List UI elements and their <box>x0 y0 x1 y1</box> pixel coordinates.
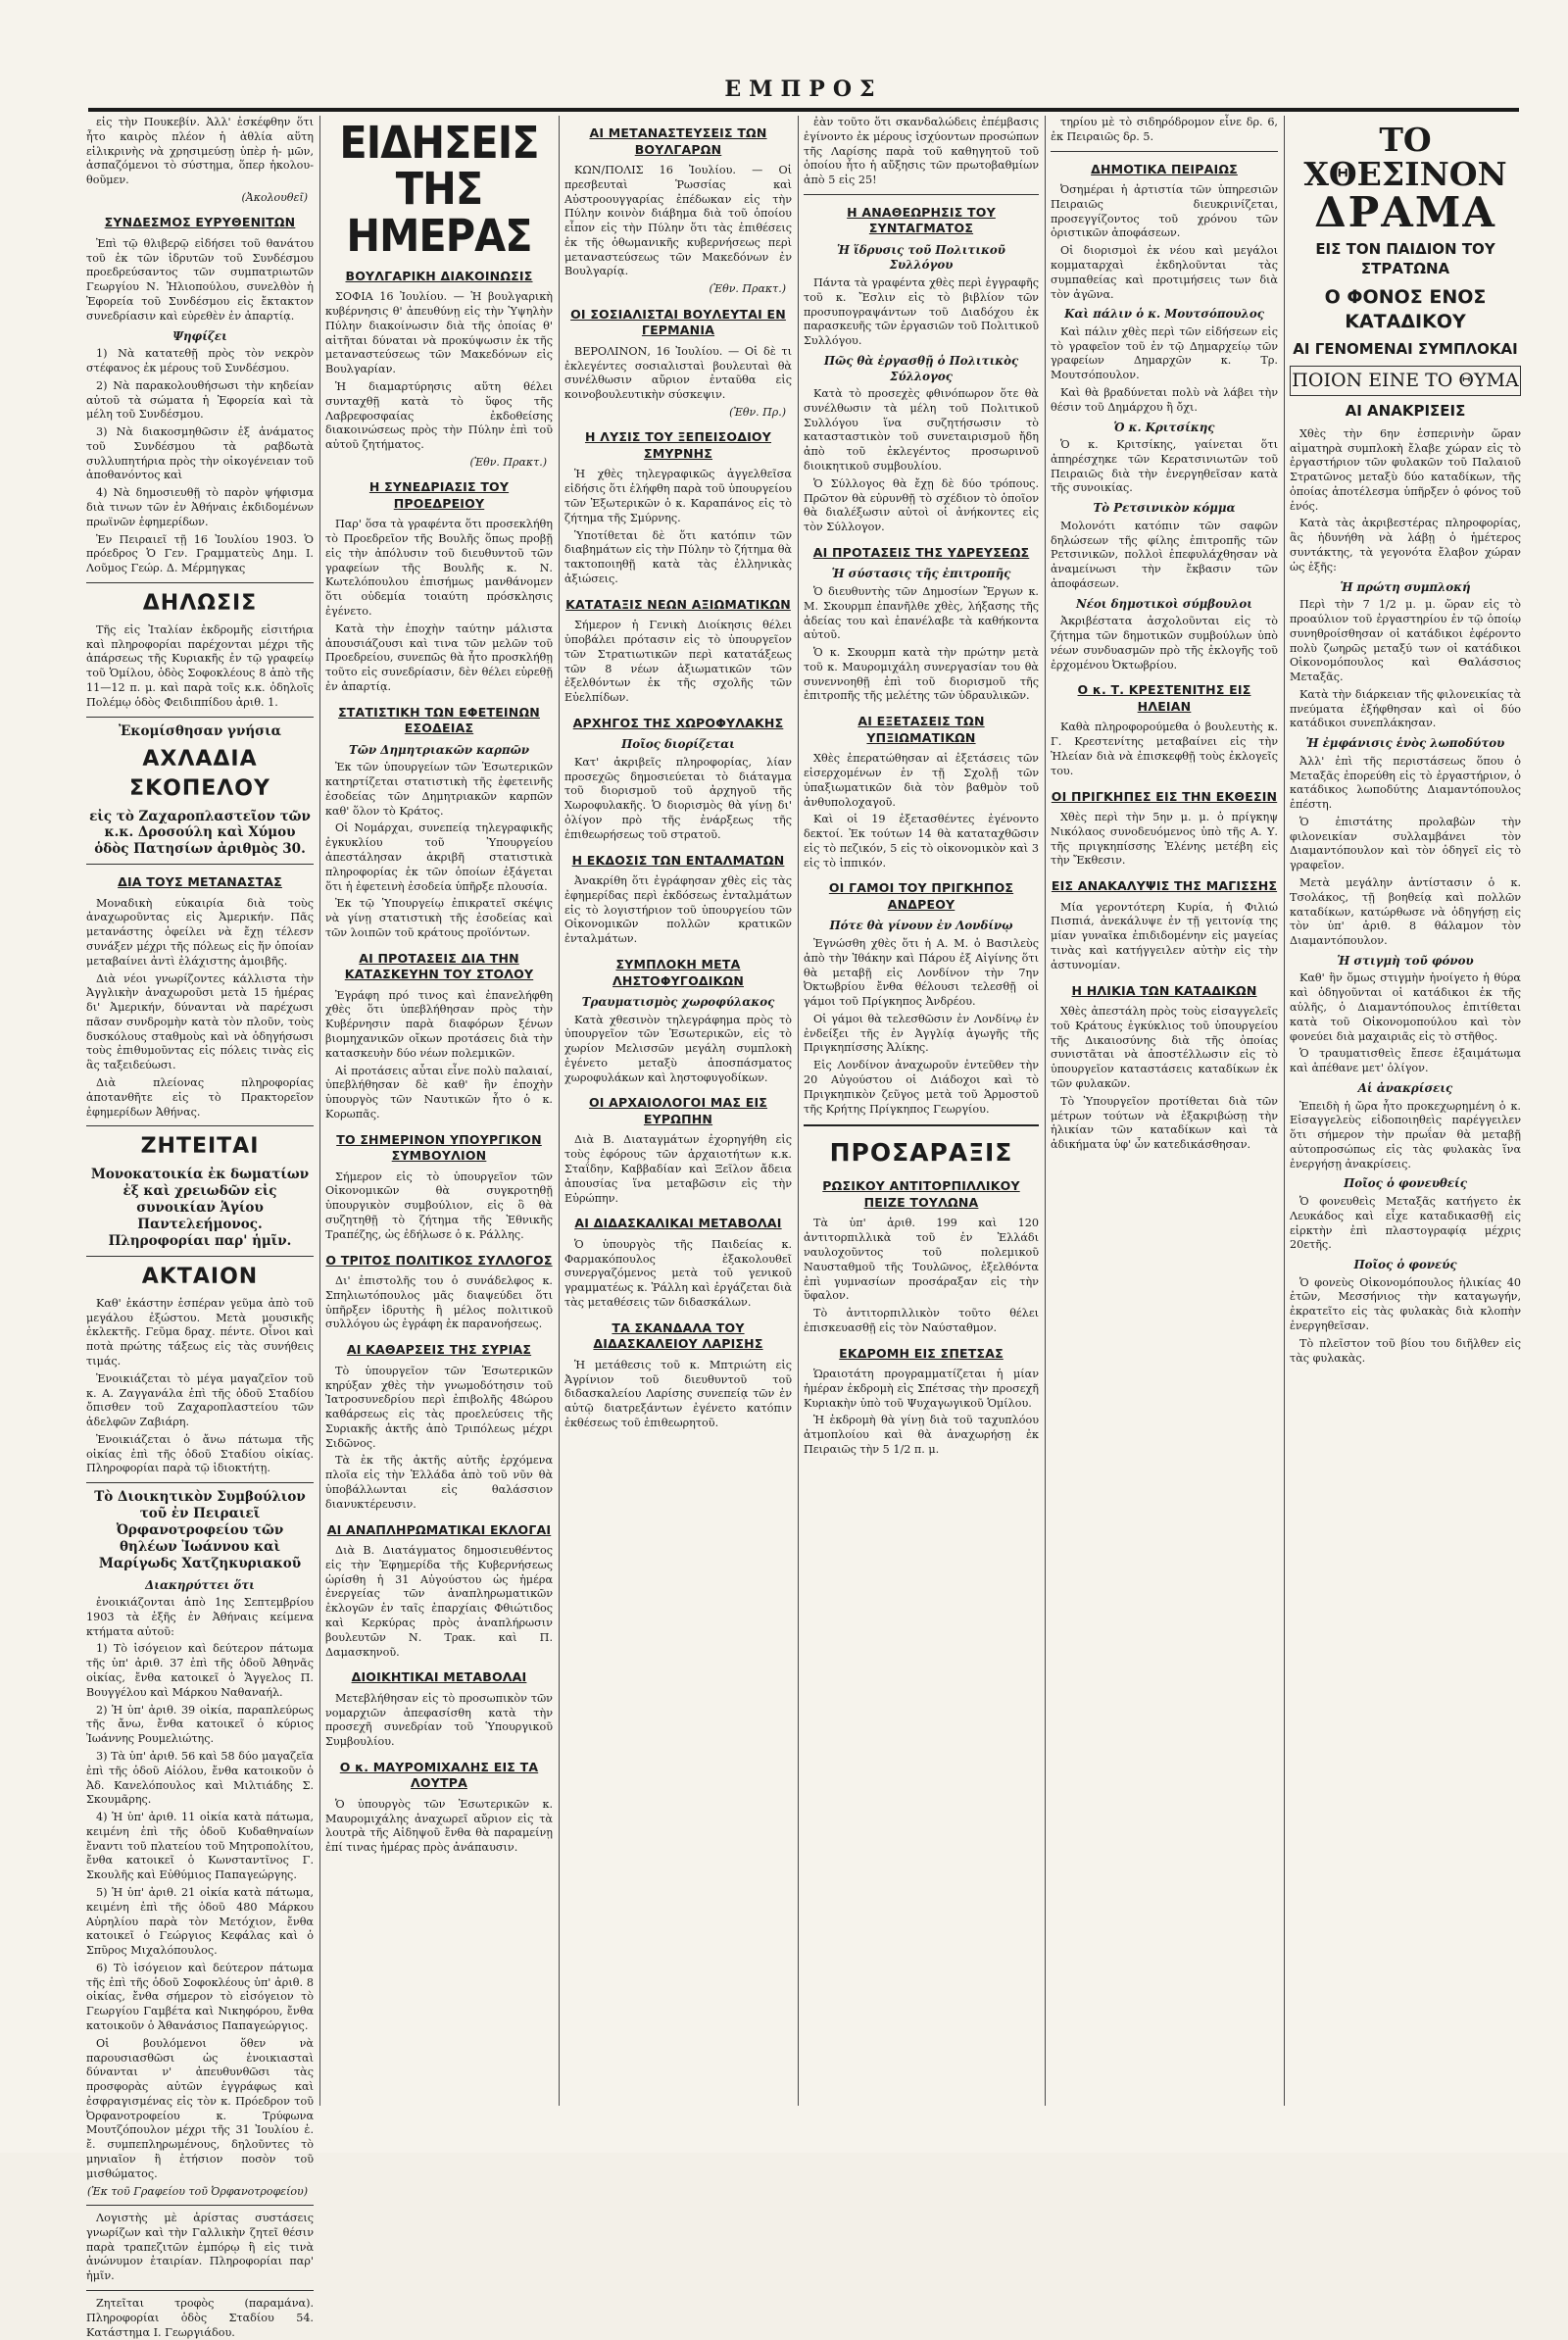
paragraph: Κατὰ τὸ προσεχὲς φθινόπωρον ὅτε θὰ συνέλθωσιν τὰ μέλη τοῦ Πολιτικοῦ Συλλόγου ἵνα συζητήσωσιν τὸ κατασταστικὸν τοῦ συνεταιρισμοῦ ἤδη ἀπὸ τοῦ ἐκλεγέντος προσωρινοῦ διοικητικοῦ συμβουλίου. <box>804 387 1039 473</box>
paragraph: Ὁ ὑπουργὸς τῆς Παιδείας κ. Φαρμακόπουλος ἐξακολουθεῖ συνεργαζόμενος μετὰ τοῦ γενικοῦ γραμματέως κ. Ῥάλλη καὶ ἐργάζεται διὰ τὰς μεταθέσεις τῶν διδασκάλων. <box>564 1237 792 1309</box>
paragraph: Κατὰ τὰς ἀκριβεστέρας πληροφορίας, ἃς ἠδυνήθη νὰ λάβῃ ὁ ἡμέτερος συντάκτης, τὰ γεγονότα ἔλαβον χώραν ὡς ἑξῆς: <box>1290 517 1521 573</box>
section-headline: ΑΙ ΠΡΟΤΑΣΕΙΣ ΔΙΑ ΤΗΝ ΚΑΤΑΣΚΕΥΗΝ ΤΟΥ ΣΤΟΛΟΥ <box>344 950 534 982</box>
column-2 <box>325 116 553 2106</box>
divider-rule <box>86 717 314 718</box>
paragraph: Διὰ πλείονας πληροφορίας ἀποτανθῆτε εἰς τὸ Πρακτορεῖον ἐφημερίδων Ἀθήνας. <box>86 1076 314 1119</box>
paragraph: Κατὰ τὴν διάρκειαν τῆς φιλονεικίας τὰ πνεύματα ἐξήφθησαν καὶ οἱ δύο κατάδικοι συνεπλάκησαν. <box>1290 687 1521 730</box>
subheading: Διακηρύττει ὅτι <box>145 1577 255 1592</box>
paragraph: Παρ' ὅσα τὰ γραφέντα ὅτι προσεκλήθη τὸ Προεδρεῖον τῆς Βουλῆς ὅπως προβῇ εἰς τὴν ἀπόλυσιν τοῦ διευθυντοῦ τῶν γραφείων τῆς Βουλῆς κ. Ν. Κωτελόπουλου ἐπισήμως μανθάνομεν ὅτι οὐδεμία τοιαύτη πρόσκλησις ἐγένετο. <box>325 518 553 619</box>
section-headline: ΣΥΝΔΕΣΜΟΣ ΕΥΡΥΘΕΝΙΤΩΝ <box>104 215 296 230</box>
subheading: Τῶν Δημητριακῶν καρπῶν <box>349 742 529 757</box>
feature-subtitle: ΑΙ ΑΝΑΚΡΙΣΕΙΣ <box>1345 402 1466 420</box>
paragraph: Τῆς εἰς Ἰταλίαν ἐκδρομῆς εἰσιτήρια καὶ πληροφορίαι παρέχονται μέχρι τῆς ἀπάρσεως τῆς Κυριακῆς ἐν τῷ γραφείῳ τοῦ Ὁμίλου, ὁδὸς Σοφοκλέους 8 ἀπὸ τῆς 11—12 π. μ. καὶ παρὰ τοῖς κ.κ. ὀδηλοῖς Πολέμῳ ὁδὸς Φειδιππίδου ἀριθ. 1. <box>86 622 314 709</box>
subheading: Τραυματισμὸς χωροφύλακος <box>581 995 775 1009</box>
paragraph: Χθὲς ἐπερατώθησαν αἱ ἐξετάσεις τῶν εἰσερχομένων ἐν τῇ Σχολῇ τῶν ὑπαξιωματικῶν διὰ τὸν βαθμὸν τοῦ ἀνθυπολοχαγοῦ. <box>804 752 1039 809</box>
column-separator <box>1045 116 1046 2106</box>
column-6 <box>1290 116 1521 2106</box>
divider-rule <box>86 2290 314 2291</box>
source-credit: (Ἐθν. Πρ.) <box>729 405 786 419</box>
paragraph: Ζητεῖται τροφὸς (παραμάνα). Πληροφορίαι ὁδὸς Σταδίου 54. Κατάστημα Ι. Γεωργιάδου. <box>86 2297 314 2339</box>
subheading: Καὶ πάλιν ὁ κ. Μουτσόπουλος <box>1064 307 1264 322</box>
paragraph: Ὁ Σύλλογος θὰ ἔχῃ δὲ δύο τρόπους. Πρῶτον θὰ εὐρυνθῇ τὸ σχέδιον τὸ ὁποῖον θὰ διαλέξωσιν αὐτοὶ οἱ ἀνήκοντες εἰς τὸν Σύλλογον. <box>804 476 1039 534</box>
paragraph: Χθὲς περὶ τὴν 5ην μ. μ. ὁ πρίγκηψ Νικόλαος συνοδευόμενος ὑπὸ τῆς Α. Υ. τῆς πριγκηπίσσης Ἑλένης μετέβη εἰς τὴν Ἔκθεσιν. <box>1051 811 1278 868</box>
paragraph: Μοναδικὴ εὐκαιρία διὰ τοὺς ἀναχωροῦντας εἰς Ἀμερικήν. Πᾶς μετανάστης ὀφείλει νὰ ἔχῃ τέλεσν συνάξεν μέχρι τῆς πόλεως εἰς ἥν ὁποίαν μεταβαίνει ἀντὶ ἐλάχιστης ἀμοιβῆς. <box>86 896 314 968</box>
paragraph: ἐὰν τοῦτο ὅτι σκανδαλώδεις ἐπέμβασις ἐγίνοντο ἐκ μέρους ἰσχύοντων προσώπων τῆς Λαρίσης παρὰ τοῦ καθηγητοῦ τοῦ ὁποίου ἦτο ἡ αὔξησις τῶν πρωτοβαθμίων ἀπὸ 5 εἰς 25! <box>804 116 1039 187</box>
subheading: Ἡ σύστασις τῆς ἐπιτροπῆς <box>831 567 1011 581</box>
feature-title-line2: ΔΡΑΜΑ <box>1314 188 1496 237</box>
divider-rule <box>86 582 314 583</box>
paragraph: Μία γεροντότερη Κυρία, ἡ Φιλιώ Πισπιά, ἀνεκάλυψε ἐν τῇ γειτονίᾳ της μίαν γυναῖκα ἐπιδιδομένην εἰς μαγείας τινὰς καὶ κατήγγειλεν αὐτὴν εἰς τὴν ἀστυνομίαν. <box>1051 900 1278 971</box>
section-headline: Η ΛΥΣΙΣ ΤΟΥ ΞΕΠΕΙΣΟΔΙΟΥ ΣΜΥΡΝΗΣ <box>584 429 772 461</box>
paragraph: Ἐπειδὴ ἡ ὥρα ἦτο προκεχωρημένη ὁ κ. Εἰσαγγελεὺς εἰδοποιηθεὶς παρέγγειλεν ὅτι σήμερον τὴν πρωΐαν θὰ μεταβῇ αὐτοπροσώπως εἰς τὰς φυλακὰς ἵνα ἐνεργήσῃ ἀνακρίσεις. <box>1290 1099 1521 1170</box>
paragraph: Κατ' ἀκριβεῖς πληροφορίας, λίαν προσεχῶς δημοσιεύεται τὸ διάταγμα τοῦ διορισμοῦ τοῦ ἀρχηγοῦ τῆς Χωροφυλακῆς. Ὁ διορισμὸς θὰ γίνῃ δι' ὀλίγον πρὸ τῆς ἐνάρξεως τῆς ἐπιθεωρήσεως τοῦ στρατοῦ. <box>564 755 792 841</box>
paragraph: ΣΟΦΙΑ 16 Ἰουλίου. — Ἡ βουλγαρικὴ κυβέρνησις θ' ἀπευθύνῃ εἰς τὴν Ὑψηλὴν Πύλην διακοίνωσιν διὰ τῆς ὁποίας θ' αἰτῆται δύναται νὰ προκύψωσιν ἐκ τῆς μεταναστεύσεως τῶν Μακεδόνων εἰς Βουλγαρίαν. <box>325 290 553 376</box>
paragraph: Δι' ἐπιστολῆς του ὁ συνάδελφος κ. Σπηλιωτόπουλος μᾶς διαψεύδει ὅτι ὑπῆρξεν ἱδρυτὴς ἢ μέλος πολιτικοῦ συλλόγου ὡς ἐγράφη ἐκ παρανοήσεως. <box>325 1274 553 1331</box>
paragraph: Ἀνακρίθη ὅτι ἐγράφησαν χθὲς εἰς τὰς ἐφημερίδας περὶ ἐκδόσεως ἐνταλμάτων εἰς τὸ λογιστήριον τοῦ ὑπουργείου τῶν Οἰκονομικῶν πολλῶν κρατικῶν ἐνταλμάτων. <box>564 874 792 946</box>
section-headline: Ο κ. ΜΑΥΡΟΜΙΧΑΛΗΣ ΕΙΣ ΤΑ ΛΟΥΤΡΑ <box>339 1759 539 1791</box>
subheading: Τὸ Ρετσινικὸν κόμμα <box>1093 501 1236 516</box>
section-headline: ΟΙ ΠΡΙΓΚΗΠΕΣ ΕΙΣ ΤΗΝ ΕΚΘΕΣΙΝ <box>1051 788 1278 804</box>
section-headline: ΟΙ ΑΡΧΑΙΟΛΟΓΟΙ ΜΑΣ ΕΙΣ ΕΥΡΩΠΗΝ <box>588 1095 768 1126</box>
divider-rule <box>86 2205 314 2206</box>
page-section-title: ΕΙΔΗΣΕΙΣ ΤΗΣ ΗΜΕΡΑΣ <box>339 117 539 262</box>
paragraph: ἐνοικιάζονται ἀπὸ 1ης Σεπτεμβρίου 1903 τὰ ἐξῆς ἐν Ἀθήναις κείμενα κτήματα αὐτοῦ: <box>86 1596 314 1638</box>
divider-rule <box>86 1125 314 1126</box>
section-headline: ΣΤΑΤΙΣΤΙΚΗ ΤΩΝ ΕΦΕΤΕΙΝΩΝ ΕΣΟΔΕΙΑΣ <box>338 704 540 736</box>
column-separator <box>1284 116 1285 2106</box>
advertisement-title: ΑΚΤΑΙΟΝ <box>141 1264 259 1289</box>
paragraph: Μολονότι κατόπιν τῶν σαφῶν δηλώσεων τῆς φίλης ἐπιτροπῆς τῶν Ρετσινικῶν, πολλοὶ ἐπεφυλάχθησαν νὰ ἀναμείνωσι τὴν ἔκβασιν τῶν ἀποφάσεων. <box>1051 519 1278 590</box>
paragraph: Καθ' ἣν ὅμως στιγμὴν ἠνοίγετο ἡ θύρα καὶ ὁδηγοῦνται οἱ κατάδικοι ἐκ τῆς αὐλῆς, ὁ Διαμαντόπουλος ἐπιτίθεται κατὰ τοῦ Οἰκονομοπούλου καὶ τὸν φονεύει διὰ μαχαιριᾶς εἰς τὸ στῆθος. <box>1290 971 1521 1043</box>
section-headline: Η ΑΝΑΘΕΩΡΗΣΙΣ ΤΟΥ ΣΥΝΤΑΓΜΑΤΟΣ <box>847 204 996 236</box>
subheading: Νέοι δημοτικοὶ σύμβουλοι <box>1075 596 1252 611</box>
paragraph: Μετὰ μεγάλην ἀντίστασιν ὁ κ. Τσολάκος, τῇ βοηθείᾳ καὶ πολλῶν καταδίκων, κατώρθωσε νὰ ὁδηγήσῃ εἰς τὸν ὑπ' ἀριθ. 8 θάλαμον τὸν Διαμαντόπουλον. <box>1290 876 1521 948</box>
subheading: Πότε θὰ γίνουν ἐν Λονδίνῳ <box>829 919 1013 933</box>
subheading: Αἱ ἀνακρίσεις <box>1357 1080 1453 1095</box>
advertisement-title: ΔΗΛΩΣΙΣ <box>142 590 258 616</box>
paragraph: Ὡραιοτάτη προγραμματίζεται ἡ μίαν ἡμέραν ἐκδρομὴ εἰς Σπέτσας τὴν προσεχῆ Κυριακὴν ὑπὸ τοῦ Ψυχαγωγικοῦ Ὁμίλου. <box>804 1368 1039 1410</box>
subheading: Ἡ ἐμφάνισις ἑνὸς λωποδύτου <box>1305 736 1505 751</box>
paragraph: Ἐνοικιάζεται ὁ ἄνω πάτωμα τῆς οἰκίας ἐπὶ τῆς ὁδοῦ Σταδίου οἰκίας. Πληροφορίαι παρὰ τῷ ἰδιοκτήτῃ. <box>86 1432 314 1475</box>
divider-rule <box>1051 151 1278 152</box>
section-headline: ΕΚΔΡΟΜΗ ΕΙΣ ΣΠΕΤΣΑΣ <box>839 1345 1004 1361</box>
paragraph: Ὀσημέραι ἡ ἀρτιστία τῶν ὑπηρεσιῶν Πειραιῶς διευκρινίζεται, προσεγγίζοντος τοῦ χρόνου τῶν ὁριστικῶν ἀποφάσεων. <box>1051 183 1278 240</box>
paragraph: Τὸ ἀντιτορπιλλικὸν τοῦτο θέλει ἐπισκευασθῇ εἰς τὸν Ναύσταθμον. <box>804 1307 1039 1334</box>
section-headline: ΟΙ ΓΑΜΟΙ ΤΟΥ ΠΡΙΓΚΗΠΟΣ ΑΝΔΡΕΟΥ <box>828 880 1014 912</box>
paragraph: Διὰ Β. Διαταγμάτων ἐχορηγήθη εἰς τοὺς ἐφόρους τῶν ἀρχαιοτήτων κ.κ. Σταΐδην, Καββαδίαν καὶ Ξεῖλον ἄδεια ἀπουσίας ἵνα μεταβῶσιν εἰς τὴν Εὐρώπην. <box>564 1133 792 1205</box>
section-headline: ΔΙΟΙΚΗΤΙΚΑΙ ΜΕΤΑΒΟΛΑΙ <box>351 1669 527 1685</box>
paragraph: Αἱ προτάσεις αὗται εἶνε πολὺ παλαιαί, ὑπεβλήθησαν δὲ καθ' ἣν ἐποχὴν ὑπουργὸς τῶν Ναυτικῶν ἦτο ὁ κ. Κορωπᾶς. <box>325 1064 553 1120</box>
section-headline: ΕΙΣ ΑΝΑΚΑΛΥΨΙΣ ΤΗΣ ΜΑΓΙΣΣΗΣ <box>1051 878 1278 894</box>
paragraph: 6) Τὸ ἰσόγειον καὶ δεύτερον πάτωμα τῆς ἐπὶ τῆς ὁδοῦ Σοφοκλέους ὑπ' ἀριθ. 8 οἰκίας, ἔνθα σήμερον τὸ εἰσόγειον τὸ Γεωργίου Γαμβέτα καὶ Νικηφόρου, ἔνθα κατοικοῦν ὁ Ἀθανάσιος Παπαγεώργιος. <box>86 1961 314 2033</box>
paragraph: Ἡ διαμαρτύρησις αὕτη θέλει συνταχθῇ κατὰ τὸ ὕφος τῆς Λαβρεφοσφαίας ἐκδοθείσης διακοινώσεως πρὸς τὴν Πύλην ἐπὶ τοῦ αὐτοῦ ζητήματος. <box>325 379 553 452</box>
advertisement-text: Τὸ Διοικητικὸν Συμβούλιον τοῦ ἐν Πειραιεῖ Ὀρφανοτροφείου τῶν θηλέων Ἰωάννου καὶ Μαρίγωδς Χατζηκυριακοῦ <box>94 1489 306 1571</box>
section-headline: ΒΟΥΛΓΑΡΙΚΗ ΔΙΑΚΟΙΝΩΣΙΣ <box>345 268 533 283</box>
paragraph: Καθ' ἑκάστην ἑσπέραν γεῦμα ἀπὸ τοῦ μεγάλου ἐξώστου. Μετὰ μουσικῆς ἐκλεκτῆς. Γεῦμα δραχ. πέντε. Οἶνοι καὶ ποτὰ πρώτης τάξεως εἰς τὰς συνήθεις τιμάς. <box>86 1296 314 1368</box>
paragraph: 4) Ἡ ὑπ' ἀριθ. 11 οἰκία κατὰ πάτωμα, κειμένη ἐπὶ τῆς ὁδοῦ Κυδαθηναίων ἔναντι τοῦ πλατείου τοῦ Μητροπολίτου, ἔνθα κατοικεῖ ὁ Κωνσταντῖνος Γ. Σκουλῆς καὶ Εὐθύμιος Παπαγεώργης. <box>86 1811 314 1882</box>
paragraph: Διὰ Β. Διατάγματος δημοσιευθέντος εἰς τὴν Ἐφημερίδα τῆς Κυβερνήσεως ὡρίσθη ἡ 31 Αὐγούστου ὡς ἡμέρα ἐνεργείας τῶν ἀναπληρωματικῶν ἐκλογῶν ἐν ταῖς ἐπαρχίαις Φθιώτιδος καὶ Κερκύρας πρὸς ἀναπλήρωσιν βουλευτῶν Ν. Τρακ. καὶ Π. Δαμασκηνοῦ. <box>325 1544 553 1659</box>
paragraph: Καθὰ πληροφορούμεθα ὁ βουλευτὴς κ. Γ. Κρεστενίτης μεταβαίνει εἰς τὴν Ἠλείαν διὰ νὰ ἐπισκεφθῇ τοὺς ἐκλογεῖς του. <box>1051 721 1278 777</box>
paragraph: τηρίου μὲ τὸ σιδηρόδρομον εἶνε δρ. 6, ἐκ Πειραιῶς δρ. 5. <box>1051 116 1278 143</box>
feature-subtitle: Ο ΦΟΝΟΣ ΕΝΟΣ ΚΑΤΑΔΙΚΟΥ <box>1324 285 1487 333</box>
advertisement-text: Ἐκομίσθησαν γνήσια <box>118 722 282 739</box>
section-headline: Η ΗΛΙΚΙΑ ΤΩΝ ΚΑΤΑΔΙΚΩΝ <box>1071 982 1257 998</box>
paragraph: Μετεβλήθησαν εἰς τὸ προσωπικὸν τῶν νομαρχιῶν ἀπεφασίσθη κατὰ τὴν προσεχῆ συνεδρίαν τοῦ Ὑπουργικοῦ Συμβουλίου. <box>325 1691 553 1749</box>
subheading: Ἡ πρώτη συμπλοκή <box>1340 579 1471 594</box>
section-headline: ΤΟ ΣΗΜΕΡΙΝΟΝ ΥΠΟΥΡΓΙΚΟΝ ΣΥΜΒΟΥΛΙΟΝ <box>336 1131 542 1164</box>
paragraph: 1) Νὰ κατατεθῇ πρὸς τὸν νεκρὸν στέφανος ἐκ μέρους τοῦ Συνδέσμου. <box>86 347 314 374</box>
section-headline: ΚΑΤΑΤΑΞΙΣ ΝΕΩΝ ΑΞΙΩΜΑΤΙΚΩΝ <box>565 596 791 612</box>
source-credit: (Ἐθν. Πρακτ.) <box>469 455 547 469</box>
feature-subtitle-boxed: ΠΟΙΟΝ ΕΙΝΕ ΤΟ ΘΥΜΑ <box>1290 366 1521 396</box>
source-credit: (Ἀκολουθεῖ) <box>241 190 308 204</box>
paragraph: Ἡ ἐκδρομὴ θὰ γίνῃ διὰ τοῦ ταχυπλόου ἀτμοπλοίου καὶ θὰ ἀναχωρήσῃ ἐκ Πειραιῶς τὴν 5 1/2 π. μ. <box>804 1414 1039 1457</box>
paragraph: Καὶ οἱ 19 ἐξετασθέντες ἐγένοντο δεκτοί. Ἐκ τούτων 14 θὰ καταταχθῶσιν εἰς τὸ πεζικόν, 5 εἰς τὸ οἰκονομικὸν καὶ 3 εἰς τὸ ἱππικόν. <box>804 813 1039 870</box>
paragraph: Καὶ θὰ βραδύνεται πολὺ νὰ λάβει τὴν θέσιν τοῦ Δημάρχου ἢ ὄχι. <box>1051 386 1278 414</box>
column-3 <box>564 116 792 2106</box>
paragraph: Ὁ φονευθεὶς Μεταξᾶς κατήγετο ἐκ Λευκάδος καὶ εἶχε καταδικασθῇ εἰς εἰρκτὴν ἐπὶ πλαστογραφίᾳ μέχρις 20ετῆς. <box>1290 1194 1521 1252</box>
paragraph: Ὁ ὑπουργὸς τῶν Ἐσωτερικῶν κ. Μαυρομιχάλης ἀναχωρεῖ αὔριον εἰς τὰ λουτρὰ τῆς Αἰδηψοῦ ἔνθα θὰ παραμείνῃ ἐπί τινας ἡμέρας πρὸς ἀνάπαυσιν. <box>325 1797 553 1855</box>
paragraph: Οἱ γάμοι θὰ τελεσθῶσιν ἐν Λονδίνῳ ἐν ἐνδείξει τῆς ἐν Ἀγγλίᾳ ἀγωγῆς τῆς Πριγκηπίσσης Ἀλίκης. <box>804 1012 1039 1055</box>
section-headline: Η ΕΚΔΟΣΙΣ ΤΩΝ ΕΝΤΑΛΜΑΤΩΝ <box>571 852 785 868</box>
paragraph: Ὁ κ. Κριτσίκης, γαίνεται ὅτι ἀπηρέσχηκε τῶν Κερατσινιωτῶν τοῦ Πειραιῶς διὰ τὴν ἐνεργηθεῖσαν κατὰ τῆς συνοικίας. <box>1051 438 1278 495</box>
advertisement-title: ΑΧΛΑΔΙΑ ΣΚΟΠΕΛΟΥ <box>129 747 270 801</box>
paragraph: 1) Τὸ ἰσόγειον καὶ δεύτερον πάτωμα τῆς ὑπ' ἀριθ. 37 ἐπὶ τῆς ὁδοῦ Ἀθηνᾶς οἰκίας, ἔνθα κατοικεῖ ὁ Ἄγγελος Π. Βουγγέλου καὶ Μάρκου Ναθαναήλ. <box>86 1642 314 1699</box>
paragraph: ΒΕΡΟΛΙΝΟΝ, 16 Ἰουλίου. — Οἱ δὲ τι ἐκλεγέντες σοσιαλισταὶ βουλευταὶ θὰ συνέλθωσιν αὔριον ἐνταῦθα εἰς κοινοβουλευτικὴν σύσκεψιν. <box>564 344 792 402</box>
section-headline: ΟΙ ΣΟΣΙΑΛΙΣΤΑΙ ΒΟΥΛΕΥΤΑΙ ΕΝ ΓΕΡΜΑΝΙΑ <box>570 306 786 338</box>
section-headline: ΣΥΜΠΛΟΚΗ ΜΕΤΑ ΛΗΣΤΟΦΥΓΟΔΙΚΩΝ <box>612 957 744 988</box>
paragraph: Διὰ νέοι γνωρίζοντες κάλλιστα τὴν Ἀγγλικὴν ἀναχωροῦσι μετὰ 15 ἡμέρας δι' Ἀμερικήν, δύνανται νὰ παρέχωσι πᾶσαν συνδρομὴν κατὰ τὸν πλοῦν, τοὺς δυσκόλους σταθμοὺς καὶ νὰ ὁδηγήσωσι τοὺς ἐπιθυμοῦντας εἰς πόλεις τινὰς εἰς ἃς ταξειδεύωσι. <box>86 971 314 1072</box>
paragraph: Λογιστὴς μὲ ἀρίστας συστάσεις γνωρίζων καὶ τὴν Γαλλικὴν ζητεῖ θέσιν παρὰ τραπεζιτῶν ἐμπόρῳ ἢ εἰς τινὰ ἀνώνυμον ἑταιρίαν. Πληροφορίαι παρ' ἡμῖν. <box>86 2212 314 2283</box>
paragraph: Τὸ ὑπουργεῖον τῶν Ἐσωτερικῶν κηρύξαν χθὲς τὴν γνωμοδότησιν τοῦ Ἰατροσυνεδρίου περὶ ἐπιβολῆς 48ώρου καθάρσεως εἰς τὰς προελεύσεις τῆς Συριακῆς ἀκτῆς ἀπὸ Τριπόλεως μέχρι Σιδῶνος. <box>325 1364 553 1450</box>
divider-rule <box>804 194 1039 195</box>
column-separator <box>319 116 320 2106</box>
subheading: Ποῖος ὁ φονευθείς <box>1344 1176 1467 1191</box>
paragraph: Τὸ πλεῖστον τοῦ βίου του διῆλθεν εἰς τὰς φυλακὰς. <box>1290 1336 1521 1365</box>
paragraph: Οἱ διορισμοὶ ἐκ νέου καὶ μεγάλοι κομματαρχαὶ ἐκδηλοῦνται τὰς συμπαθείας καὶ προτιμήσεις των διὰ τὸν ἀγῶνα. <box>1051 244 1278 301</box>
subheading: Ποῖος διορίζεται <box>621 737 735 752</box>
paragraph: Καὶ πάλιν χθὲς περὶ τῶν εἰδήσεων εἰς τὸ γραφεῖον τοῦ ἐν τῷ Δημαρχείῳ τῶν γραφείων Δημαρχῶν κ. Τρ. Μουτσόπουλον. <box>1051 324 1278 382</box>
advertisement-title: ΖΗΤΕΙΤΑΙ <box>140 1134 260 1160</box>
paragraph: Εἰς Λονδίνον ἀναχωροῦν ἐντεῦθεν τὴν 20 Αὐγούστου οἱ Διάδοχοι καὶ τὸ Πριγκηπικὸν ζεῦγος μετὰ τοῦ Ἁρμοστοῦ τῆς Κρήτης Πρίγκηπος Γεωργίου. <box>804 1059 1039 1116</box>
paragraph: Ἀλλ' ἐπὶ τῆς περιστάσεως ὅπου ὁ Μεταξᾶς ἐπορεύθη εἰς τὸ ἐργαστήριον, ὁ κατάδικος λωποδύτης Διαμαντόπουλος ἐπέστη. <box>1290 754 1521 812</box>
subheading: Πῶς θὰ ἐργασθῇ ὁ Πολιτικὸς Σύλλογος <box>823 353 1019 383</box>
divider-rule <box>86 1482 314 1483</box>
subheading: Ἡ ἵδρυσις τοῦ Πολιτικοῦ Συλλόγου <box>837 242 1005 273</box>
paragraph: Οἱ Νομάρχαι, συνεπείᾳ τηλεγραφικῆς ἐγκυκλίου τοῦ Ὑπουργείου ἀπεστάλησαν ἀκριβῆ στατιστικὰ πληροφορίας ἐκ τῶν ὁποίων ἐξάγεται ὅτι ἡ ἐφετεινὴ ἐσοδεία ὑπῆρξε πλουσία. <box>325 821 553 893</box>
section-headline: Ο ΤΡΙΤΟΣ ΠΟΛΙΤΙΚΟΣ ΣΥΛΛΟΓΟΣ <box>325 1252 553 1268</box>
section-headline: ΡΩΣΙΚΟΥ ΑΝΤΙΤΟΡΠΙΛΛΙΚΟΥ ΠΕΙΖΕ ΤΟΥΛΩΝΑ <box>822 1178 1020 1210</box>
masthead: ΕΜΠΡΟΣ <box>724 76 883 102</box>
subheading: Ψηφίζει <box>172 328 227 343</box>
paragraph: Πάντα τὰ γραφέντα χθὲς περὶ ἐγγραφῆς τοῦ κ. Ἔσλιν εἰς τὸ βιβλίον τῶν προσυπογραψάντων τοῦ Διαδόχου ἐκ παρασκευῆς τῶν ἐργασιῶν τοῦ Πολιτικοῦ Συλλόγου. <box>804 276 1039 348</box>
paragraph: 3) Τὰ ὑπ' ἀριθ. 56 καὶ 58 δύο μαγαζεῖα ἐπὶ τῆς ὁδοῦ Αἰόλου, ἔνθα κατοικοῦν ὁ Ἀδ. Κανελόπουλος καὶ Μιλτιάδης Σ. Σκουμᾶρης. <box>86 1749 314 1807</box>
feature-subtitle: ΑΙ ΓΕΝΟΜΕΝΑΙ ΣΥΜΠΛΟΚΑΙ <box>1293 340 1518 359</box>
source-credit: (Ἐθν. Πρακτ.) <box>709 282 786 296</box>
paragraph: Κατὰ χθεσινὸν τηλεγράφημα πρὸς τὸ ὑπουργεῖον τῶν Ἐσωτερικῶν, εἰς τὸ χωρίον Μελισσῶν μεγάλη συμπλοκὴ ἐγένετο μεταξὺ ἀποσπάσματος χωροφυλάκων καὶ ληστοφυγοδίκων. <box>564 1013 792 1084</box>
paragraph: 5) Ἡ ὑπ' ἀριθ. 21 οἰκία κατὰ πάτωμα, κειμένη ἐπὶ τῆς ὁδοῦ 480 Μάρκου Αὐρηλίου παρὰ τὸν Μετόχιον, ἔνθα κατοικεῖ ὁ Γεώργιος Κεφάλας καὶ ὁ Σπῦρος Μιχαλόπουλος. <box>86 1885 314 1958</box>
section-headline: ΑΙ ΠΡΟΤΑΣΕΙΣ ΤΗΣ ΥΔΡΕΥΣΕΩΣ <box>812 544 1030 560</box>
paragraph: Ἐκ τῶν ὑπουργείων τῶν Ἐσωτερικῶν κατηρτίζεται στατιστικὴ τῆς ἐφετεινῆς ἐσοδείας τῶν Δημητριακῶν καρπῶν καθ' ὅλον τὸ Κράτος. <box>325 761 553 818</box>
section-headline: Ο κ. Τ. ΚΡΕΣΤΕΝΙΤΗΣ ΕΙΣ ΗΛΕΙΑΝ <box>1077 682 1251 714</box>
section-headline: ΑΡΧΗΓΟΣ ΤΗΣ ΧΩΡΟΦΥΛΑΚΗΣ <box>572 715 784 730</box>
paragraph: Σήμερον εἰς τὸ ὑπουργεῖον τῶν Οἰκονομικῶν θὰ συγκροτηθῇ ὑπουργικὸν συμβούλιον, εἰς ὃ θὰ συζητηθῇ τὸ ζήτημα τῆς Ἐθνικῆς Τραπέζης, ὡς ἐδήλωσε ὁ κ. Ράλλης. <box>325 1170 553 1241</box>
paragraph: Τὰ ἐκ τῆς ἀκτῆς αὐτῆς ἐρχόμενα πλοῖα εἰς τὴν Ἑλλάδα ἀπὸ τοῦ νῦν θὰ ὑποβάλλωνται εἰς θαλάσσιον διανυκτέρευσιν. <box>325 1454 553 1511</box>
paragraph: Ὑποτίθεται δὲ ὅτι κατόπιν τῶν διαβημάτων εἰς τὴν Πύλην τὸ ζήτημα θὰ τακτοποιηθῇ κατὰ τὰς ἐλληνικὰς ἀξιώσεις. <box>564 528 792 585</box>
paragraph: Τὸ Ὑπουργεῖον προτίθεται διὰ τῶν μέτρων τούτων νὰ ἐξακριβώσῃ τὴν ἡλικίαν τῶν καταδίκων καὶ τὰ ἀδικήματα ὑφ' ὧν κατεδικάσθησαν. <box>1051 1094 1278 1152</box>
section-headline: ΤΑ ΣΚΑΝΔΑΛΑ ΤΟΥ ΔΙΔΑΣΚΑΛΕΙΟΥ ΛΑΡΙΣΗΣ <box>593 1319 763 1352</box>
paragraph: Οἱ βουλόμενοι ὅθεν νὰ παρουσιασθῶσι ὡς ἐνοικιασταὶ δύνανται ν' ἀπευθυνθῶσι τὰς προσφορὰς αὐτῶν ἐγγράφως καὶ ἐσφραγισμένας εἰς τὸν κ. Πρόεδρον τοῦ Ὀρφανοτροφείου κ. Τρύφωνα Μουτζόπουλον μέχρι τῆς 31 Ἰουλίου ἐ. ἔ. συμπεπληρωμένους, δηλοῦντες τὸ μηνιαῖον ἢ ἐτήσιον ποσὸν τοῦ μισθώματος. <box>86 2036 314 2180</box>
advertisement-text: Μονοκατοικία ἐκ δωματίων ἐξ καὶ χρειωδῶν εἰς συνοικίαν Ἁγίου Παντελεήμονος. Πληροφορίαι παρ' ἡμῖν. <box>90 1167 310 1249</box>
subheading: Ὁ κ. Κριτσίκης <box>1113 420 1215 434</box>
paragraph: Χθὲς τὴν 6ην ἑσπερινὴν ὥραν αἱματηρὰ συμπλοκὴ ἔλαβε χώραν εἰς τὸ ἐργαστήριον τῶν φυλακῶν τοῦ Παλαιοῦ Στρατῶνος μεταξὺ δύο καταδίκων, τῆς ὁποίας ἀποτέλεσμα ὑπῆρξεν ὁ φόνος τοῦ ἑνός. <box>1290 426 1521 513</box>
column-4 <box>804 116 1039 2106</box>
paragraph: 2) Ἡ ὑπ' ἀριθ. 39 οἰκία, παραπλεύρως τῆς ἄνω, ἔνθα κατοικεῖ ὁ κύριος Ἰωάννης Ρουμελιώτης. <box>86 1703 314 1746</box>
section-headline: ΑΙ ΔΙΔΑΣΚΑΛΙΚΑΙ ΜΕΤΑΒΟΛΑΙ <box>574 1216 782 1231</box>
paragraph: Ἐκ τῷ Ὑπουργείῳ ἐπικρατεῖ σκέψις νὰ γίνῃ στατιστικὴ τῆς ἐσοδείας καὶ τῶν λοιπῶν τοῦ κράτους προϊόντων. <box>325 897 553 939</box>
feature-title-line1: ΤΟ ΧΘΕΣΙΝΟΝ <box>1303 121 1507 193</box>
column-separator <box>559 116 560 2106</box>
divider-rule <box>86 864 314 865</box>
column-1 <box>86 116 314 2339</box>
paragraph: Ὁ διευθυντὴς τῶν Δημοσίων Ἔργων κ. Μ. Σκουρμπ ἐπανῆλθε χθὲς, λήξασης τῆς ἀδείας του καὶ ἐπανέλαβε τὰ καθήκοντα αὐτοῦ. <box>804 584 1039 642</box>
paragraph: Τὰ ὑπ' ἀριθ. 199 καὶ 120 ἀντιτορπιλλικὰ τοῦ ἐν Ἑλλάδι ναυλοχοῦντος τοῦ πολεμικοῦ Ναυσταθμοῦ τῆς Τουλῶνος, ἐξελθόντα ἐπὶ γυμνασίων προσάραξαν εἰς τὴν ὕφαλον. <box>804 1217 1039 1303</box>
paragraph: Ὁ κ. Σκουρμπ κατὰ τὴν πρώτην μετὰ τοῦ κ. Μαυρομιχάλη συνεργασίαν του θὰ συνεννοηθῇ ἐπὶ τοῦ διορισμοῦ τῆς ἐπιτροπῆς τῆς μελέτης τῶν ὑδραυλικῶν. <box>804 646 1039 703</box>
paragraph: Κατὰ τὴν ἐποχὴν ταύτην μάλιστα ἀπουσιάζουσι καὶ τινα τῶν μελῶν τοῦ Προεδρείου, συνεπῶς θὰ ἦτο προσκλήθῃ τοῦτο εἰς συνεδρίασιν, δὲν θέλει εὑρεθῇ ἐν ἀπαρτίᾳ. <box>325 622 553 693</box>
advertisement-text: εἰς τὸ Ζαχαροπλαστεῖον τῶν κ.κ. Δροσούλη καὶ Χύμου ὁδὸς Πατησίων ἀριθμὸς 30. <box>89 808 311 858</box>
paragraph: Ἐγράφη πρό τινος καὶ ἐπανελήφθη χθὲς ὅτι ὑπεβλήθησαν πρὸς τὴν Κυβέρνησιν παρὰ διαφόρων ξένων βιομηχανικῶν οἴκων προτάσεις διὰ τὴν κατασκευὴν δύο νέων πολεμικῶν. <box>325 988 553 1060</box>
section-headline: ΑΙ ΑΝΑΠΛΗΡΩΜΑΤΙΚΑΙ ΕΚΛΟΓΑΙ <box>326 1521 552 1537</box>
divider-rule <box>804 1124 1039 1126</box>
section-headline: ΔΙΑ ΤΟΥΣ ΜΕΤΑΝΑΣΤΑΣ <box>118 874 282 890</box>
paragraph: 4) Νὰ δημοσιευθῇ τὸ παρὸν ψήφισμα διὰ τινων τῶν ἐν Ἀθήναις ἐκδιδομένων πρωϊνῶν ἐφημερίδων. <box>86 486 314 528</box>
paragraph: Ἡ μετάθεσις τοῦ κ. Μπτριώτη εἰς Ἀγρίνιον τοῦ διευθυντοῦ τοῦ διδασκαλείου Λαρίσης συνεπείᾳ τῶν ἐν αὐτῷ διατρεξάντων ἐγένετο κατόπιν ἐκθέσεως τοῦ ἐπιθεωρητοῦ. <box>564 1358 792 1429</box>
feature-subtitle: ΕΙΣ ΤΟΝ ΠΑΙΔΙΟΝ ΤΟΥ ΣΤΡΑΤΩΝΑ <box>1315 240 1495 278</box>
paragraph: ΚΩΝ/ΠΟΛΙΣ 16 Ἰουλίου. — Οἱ πρεσβευταὶ Ῥωσσίας καὶ Αὐστροουγγαρίας ἐπέδωκαν εἰς τὴν Πύλην κοινὸν διάβημα διὰ τοῦ ὁποίου εἶπον εἰς τὴν Πύλην ὅτι τὰς ἐπιθέσεις ἐκ τῆς ὀθωμανικῆς κυβερνήσεως περὶ μεταναστεύσεως τῶν Μακεδόνων ἐν Βουλγαρίᾳ. <box>564 164 792 278</box>
paragraph: Χθὲς ἀπεστάλη πρὸς τοὺς εἰσαγγελεῖς τοῦ Κράτους ἐγκύκλιος τοῦ ὑπουργείου τῆς Δικαιοσύνης διὰ τῆς ὁποίας συνιστᾶται νὰ ἀποστέλλωσιν εἰς τὸ ὑπουργεῖον καταστάσεις καταδίκων ἐκ τῶν φυλακῶν. <box>1051 1005 1278 1090</box>
paragraph: Ἐπὶ τῷ θλιβερῷ εἰδήσει τοῦ θανάτου τοῦ ἐκ τῶν ἱδρυτῶν τοῦ Συνδέσμου προεδρεύσαντος τῶν συμπατριωτῶν Γεωργίου Ν. Ἠλιοπούλου, συνελθὸν ἡ Ἐφορεία τοῦ Συνδέσμου εἰς ἔκτακτον συνεδρίασιν καὶ εὐρεθὲν ἐν ἀπαρτίᾳ. <box>86 236 314 323</box>
section-headline-large: ΠΡΟΣΑΡΑΞΙΣ <box>829 1138 1013 1168</box>
paragraph: Ἐγνώσθη χθὲς ὅτι ἡ Α. Μ. ὁ Βασιλεὺς ἀπὸ τὴν Ἰθάκην καὶ Πάρου ἐξ Αἰγίνης ὅτι θὰ μεταβῇ εἰς Λονδίνον τὴν 7ην Ὀκτωβρίου ἔνθα θέλουσι τελεσθῇ οἱ γάμοι τοῦ Πρίγκηπος Ἀνδρέου. <box>804 937 1039 1009</box>
paragraph: Περὶ τὴν 7 1/2 μ. μ. ὥραν εἰς τὸ προαύλιον τοῦ ἐργαστηρίου ἐν τῷ ὁποίῳ συνηθροίσθησαν οἱ κατάδικοι ἐφέροντο πολὺ ζωηρῶς μεταξύ των οἱ κατάδικοι Οἰκονομόπουλος καὶ Θαλάσσιος Μεταξᾶς. <box>1290 598 1521 684</box>
paragraph: 2) Νὰ παρακολουθήσωσι τὴν κηδείαν αὐτοῦ τὰ σώματα ἡ Ἐφορεία καὶ τὰ μέλη τοῦ Συνδέσμου. <box>86 378 314 422</box>
section-headline: ΔΗΜΟΤΙΚΑ ΠΕΙΡΑΙΩΣ <box>1091 161 1238 176</box>
masthead-rule <box>88 108 1519 112</box>
paragraph: Ἐνοικιάζεται τὸ μέγα μαγαζεῖον τοῦ κ. Α. Ζαγγανάλα ἐπὶ τῆς ὁδοῦ Σταδίου ὄπισθεν τοῦ Ζαχαροπλαστείου τῶν ἀδελφῶν Ζαβιάρη. <box>86 1371 314 1429</box>
paragraph: Ὁ ἐπιστάτης προλαβὼν τὴν φιλονεικίαν συλλαμβάνει τὸν Διαμαντόπουλον καὶ τὸν ὁδηγεῖ εἰς τὸ γραφεῖον. <box>1290 815 1521 872</box>
section-headline: ΑΙ ΚΑΘΑΡΣΕΙΣ ΤΗΣ ΣΥΡΙΑΣ <box>346 1342 532 1358</box>
section-headline: Η ΣΥΝΕΔΡΙΑΣΙΣ ΤΟΥ ΠΡΟΕΔΡΕΙΟΥ <box>368 479 510 511</box>
subheading: Ποῖος ὁ φονεύς <box>1353 1258 1457 1272</box>
column-5 <box>1051 116 1278 2106</box>
section-headline: ΑΙ ΜΕΤΑΝΑΣΤΕΥΣΕΙΣ ΤΩΝ ΒΟΥΛΓΑΡΩΝ <box>589 125 767 157</box>
section-headline: ΑΙ ΕΞΕΤΑΣΕΙΣ ΤΩΝ ΥΠΞΙΩΜΑΤΙΚΩΝ <box>858 714 985 745</box>
subheading: Ἡ στιγμὴ τοῦ φόνου <box>1337 953 1474 968</box>
divider-rule <box>86 1256 314 1257</box>
paragraph: Σήμερον ἡ Γενικὴ Διοίκησις θέλει ὑποβάλει πρότασιν εἰς τὸ ὑπουργεῖον τῶν Στρατιωτικῶν περὶ κατατάξεως τῶν 8 νέων ἀξιωματικῶν τῶν ἐξελθόντων ἐκ τῆς σχολῆς τῶν Εὐελπίδων. <box>564 619 792 705</box>
paragraph: Ἀκριβέστατα ἀσχολοῦνται εἰς τὸ ζήτημα τῶν δημοτικῶν συμβούλων ὑπὸ νέων συνδυασμῶν πρὸ τῆς ἐκλογῆς τοῦ ἐρχομένου Ὀκτωβρίου. <box>1051 615 1278 672</box>
paragraph: Ἡ χθὲς τηλεγραφικῶς ἀγγελθεῖσα εἰδήσις ὅτι ἐλήφθη παρὰ τοῦ ὑπουργείου τῶν Ἐξωτερικῶν ὁ κ. Καραπάνος εἰς τὸ ζήτημα τῆς Σμύρνης. <box>564 468 792 524</box>
paragraph: 3) Νὰ διακοσμηθῶσιν ἐξ ἀνάματος τοῦ Συνδέσμου τὰ ραβδωτὰ συλλυπητήρια πρὸς τὴν οἰκογένειαν τοῦ ἀποθανόντος καὶ <box>86 425 314 482</box>
source-credit: (Ἐκ τοῦ Γραφείου τοῦ Ὀρφανοτροφείου) <box>86 2184 308 2198</box>
column-separator <box>798 116 799 2106</box>
paragraph: Ὁ φονεὺς Οἰκονομόπουλος ἡλικίας 40 ἐτῶν, Μεσσήνιος τὴν καταγωγήν, ἐκρατεῖτο εἰς τὰς φυλακὰς διὰ κλοπὴν ἐνεργηθεῖσαν. <box>1290 1275 1521 1333</box>
paragraph: Ὁ τραυματισθεὶς ἔπεσε ἐξαιμάτωμα καὶ ἀπέθανε μετ' ὀλίγον. <box>1290 1047 1521 1075</box>
paragraph: Ἐν Πειραιεῖ τῇ 16 Ἰουλίου 1903. Ὁ πρόεδρος Ὁ Γεν. Γραμματεὺς Δημ. Ι. Λοῦμος Γεώρ. Δ. Μέρμηγκας <box>86 532 314 575</box>
paragraph: εἰς τὴν Πουκεβίν. Ἀλλ' ἐσκέφθην ὅτι ἦτο καιρὸς πλέον ἡ ἀθλία αὕτη εἰλικρινὴς νὰ χρησιμεύσῃ ὑπὲρ ἡ- μῶν, ἀσπαζόμενοι τὸ σύστημα, ὅπερ ἠκολου- θοῦμεν. <box>86 116 314 187</box>
